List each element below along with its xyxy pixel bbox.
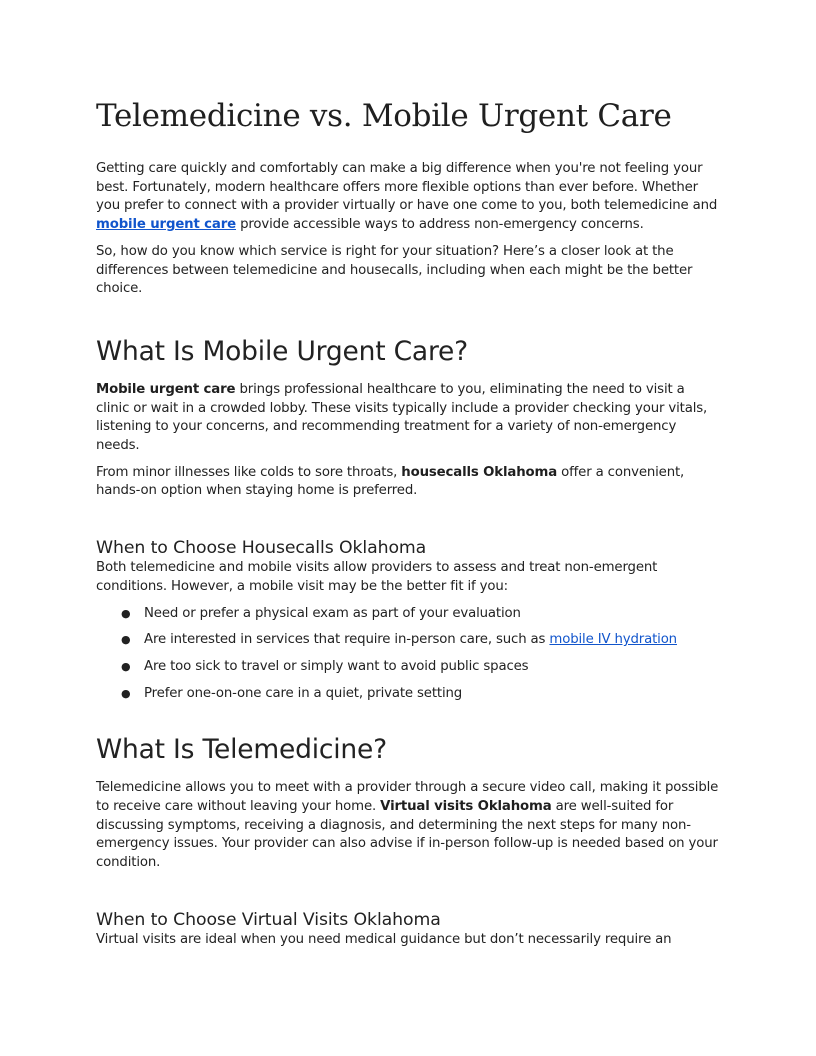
heading-mobile-urgent-care: What Is Mobile Urgent Care?	[96, 335, 469, 367]
housecalls-oklahoma-bold: housecalls Oklahoma	[401, 464, 558, 480]
heading-telemedicine: What Is Telemedicine?	[96, 734, 387, 766]
list-item-text: Prefer one-on-one care in a quiet, private setting	[144, 685, 463, 701]
list-item	[96, 685, 720, 704]
list-item-text: Need or prefer a physical exam as part of your evaluation	[144, 605, 521, 621]
mobile-p2-after: offer a convenient, hands-on option when staying home is preferred.	[96, 464, 685, 499]
list-item	[96, 631, 720, 650]
heading-when-housecalls: When to Choose Housecalls Oklahoma	[96, 538, 427, 559]
list-item-text: Are too sick to travel or simply want to avoid public spaces	[144, 658, 529, 674]
housecalls-intro-paragraph: Both telemedicine and mobile visits allow providers to assess and treat non-emergent conditions. However, a mobile visit may be the better fit if you:	[96, 560, 658, 594]
mobile-paragraph-2	[96, 464, 720, 501]
tele-p1-after: are well-suited for discussing symptoms, receiving a diagnosis, and determining the next steps for many non-emergency issues. Your provider can also advise if in-person follow-up is needed based on your condition.	[96, 799, 718, 871]
virtual-paragraph: Virtual visits are ideal when you need medical guidance but don’t necessarily require an	[96, 931, 672, 947]
mobile-p2-before: From minor illnesses like colds to sore throats,	[96, 464, 402, 480]
telemedicine-paragraph	[96, 779, 720, 873]
mobile-paragraph-1	[96, 381, 720, 456]
document-page	[96, 94, 720, 958]
intro-text-after: provide accessible ways to address non-emergency concerns.	[236, 217, 644, 233]
bullet-icon: ●	[121, 606, 131, 620]
intro-paragraph-2: So, how do you know which service is right for your situation? Here’s a closer look at the differences between telemedicine and housecalls, including when each might be the better choice.	[96, 243, 693, 297]
mobile-p1-text: brings professional healthcare to you, eliminating the need to visit a clinic or wait in a crowded lobby. These visits typically include a provider checking your vitals, listening to your concerns, and recommending treatment for a variety of non-emergency needs.	[96, 381, 708, 454]
bullet-icon: ●	[121, 686, 131, 700]
bullet-icon: ●	[121, 633, 131, 647]
document-title: Telemedicine vs. Mobile Urgent Care	[96, 98, 672, 134]
virtual-visits-oklahoma-bold: Virtual visits Oklahoma	[380, 799, 552, 815]
intro-text-before: Getting care quickly and comfortably can make a big difference when you're not feeling your best. Fortunately, modern healthcare offers more flexible options than ever before. Whether you prefer to connect with a provider virtually or have one come to you, both telemedicine and	[96, 161, 718, 214]
bullet-icon: ●	[121, 659, 131, 673]
list-item-text: Are interested in services that require in-person care, such as	[144, 632, 550, 648]
tele-p1-before: Telemedicine allows you to meet with a provider through a secure video call, making it possible to receive care without leaving your home.	[96, 780, 719, 815]
mobile-urgent-care-bold: Mobile urgent care	[96, 381, 236, 397]
housecalls-bullet-list	[96, 605, 720, 704]
heading-when-virtual: When to Choose Virtual Visits Oklahoma	[96, 909, 441, 930]
list-item	[96, 605, 720, 624]
mobile-urgent-care-link[interactable]: mobile urgent care	[96, 217, 237, 233]
intro-paragraph-1	[96, 160, 720, 235]
mobile-iv-hydration-link[interactable]: mobile IV hydration	[549, 632, 677, 648]
list-item	[96, 658, 720, 677]
